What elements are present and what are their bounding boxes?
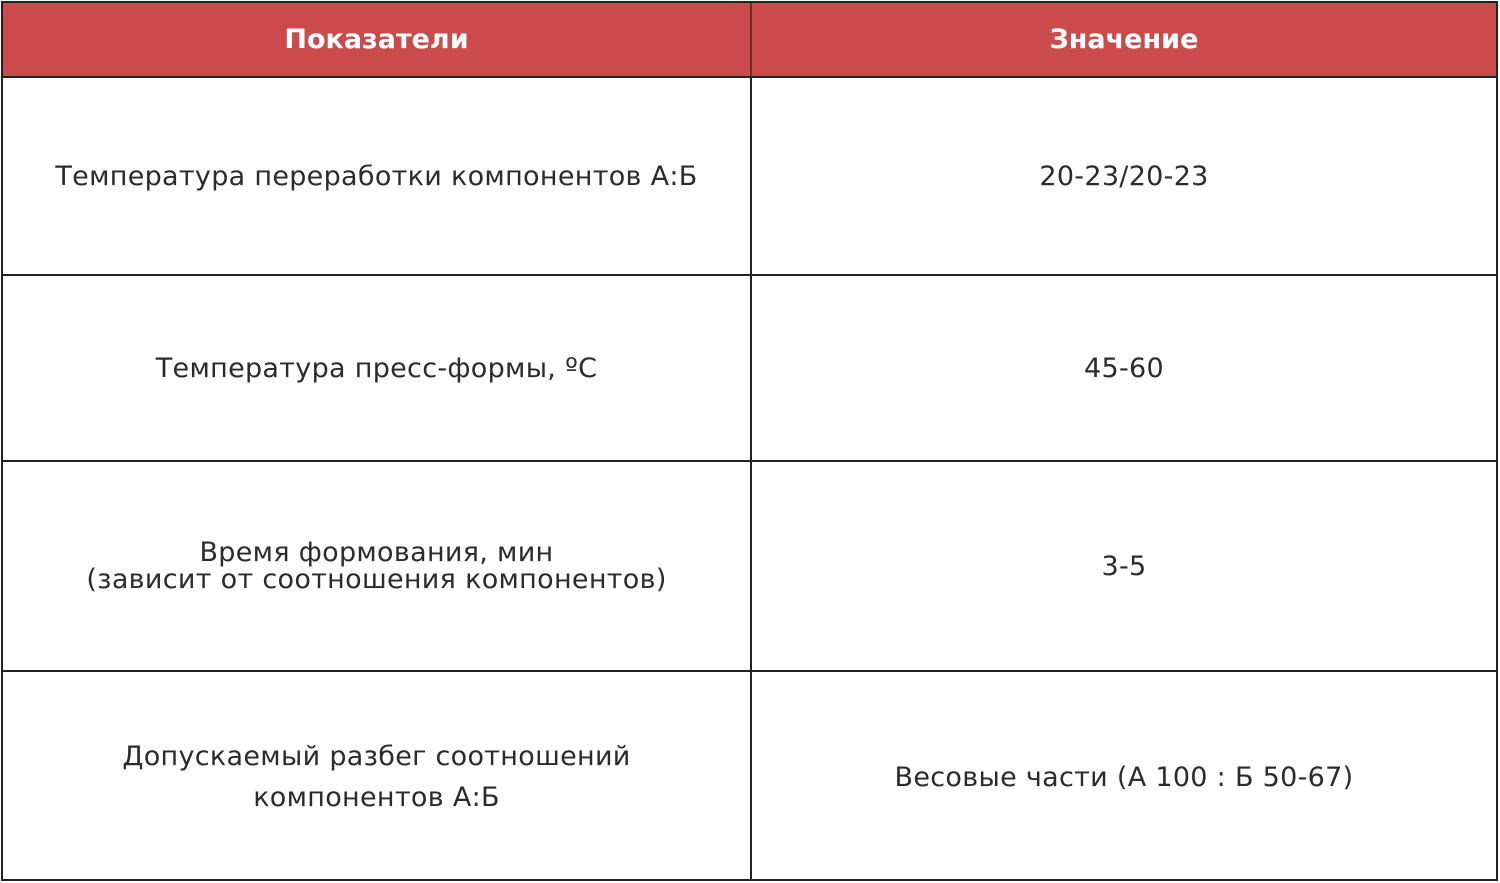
indicator-text: Время формования, мин [199,537,554,568]
table-row [3,275,1496,461]
header-indicators: Показатели [3,3,751,77]
header-row [3,3,1496,77]
header-value: Значение [751,3,1496,77]
table-header [3,3,1496,77]
table-row [3,671,1496,881]
indicator-note: (зависит от соотношения компонентов) [86,564,667,595]
indicator-cell [3,77,751,275]
indicator-text: Температура переработки компонентов А:Б [55,160,698,192]
parameters-table-container [1,1,1498,881]
indicator-text: Температура пресс-формы, ºС [155,352,598,384]
table-row [3,77,1496,275]
indicator-text-continued: компонентов А:Б [253,781,500,813]
indicator-text: Допускаемый разбег соотношений [122,740,631,772]
value-cell: 3-5 [751,461,1496,671]
indicator-cell [3,461,751,671]
value-cell: 45-60 [751,275,1496,461]
parameters-table [3,3,1496,881]
indicator-cell [3,671,751,881]
table-row [3,461,1496,671]
table-body [3,77,1496,881]
value-cell: 20-23/20-23 [751,77,1496,275]
value-cell: Весовые части (А 100 : Б 50-67) [894,762,1354,793]
indicator-cell [3,275,751,461]
